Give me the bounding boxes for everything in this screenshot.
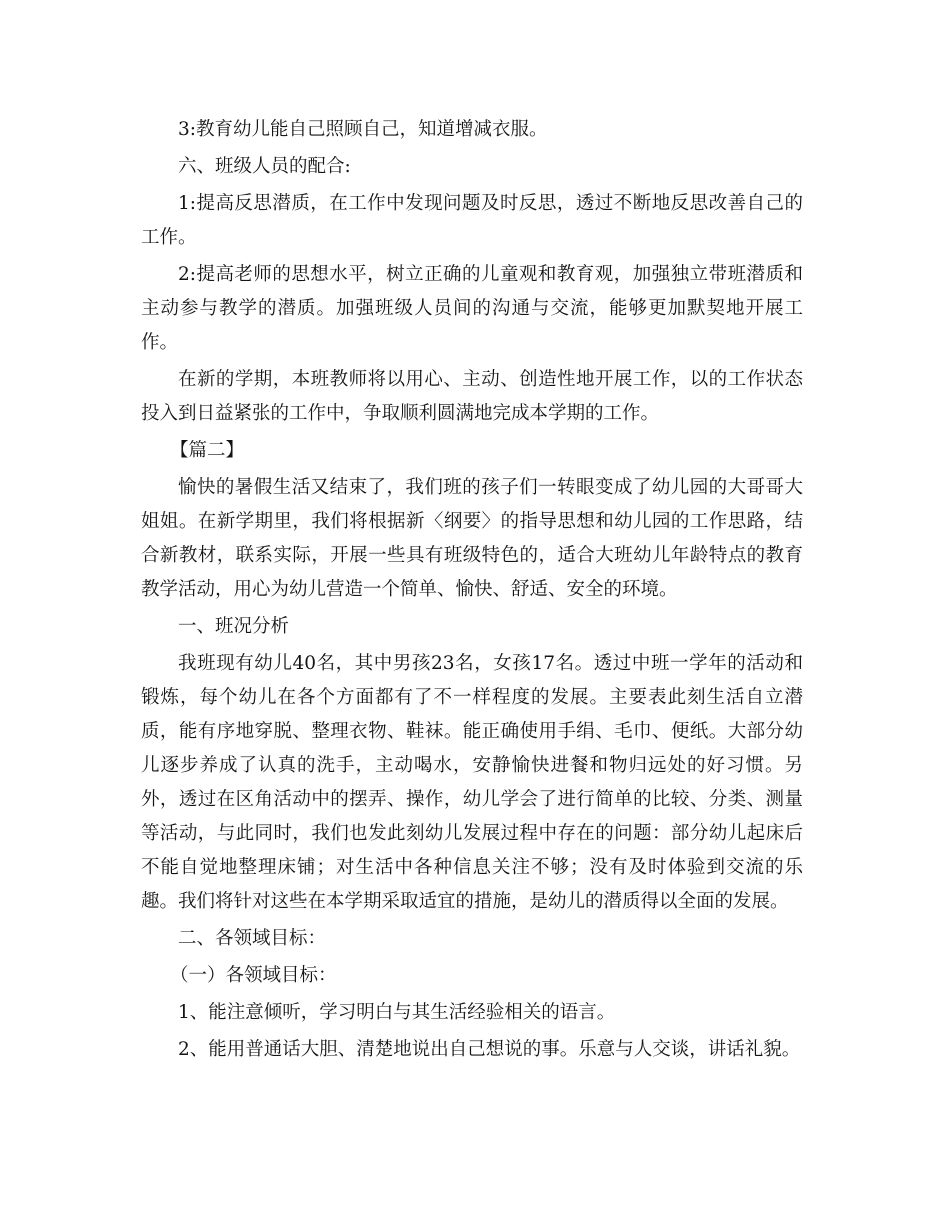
- section-heading-goals: 二、各领域目标：: [178, 928, 327, 949]
- section-heading-class-staff: 六、班级人员的配合:: [178, 156, 351, 177]
- paragraph-class-analysis: 我班现有幼儿40名，其中男孩23名，女孩17名。透过中班一学年的活动和锻炼，每个幼儿在各个方面都有了不一样程度的发展。主要表此刻生活自立潜质，能有序地穿脱、整理衣物、鞋袜。能正确使用手绢、毛巾、便纸。大部分幼儿逐步养成了认真的洗手，主动喝水，安静愉快进餐和物归远处的好习惯。另外，透过在区角活动中的摆弄、操作，幼儿学会了进行简单的比较、分类、测量等活动，与此同时，我们也发此刻幼儿发展过程中存在的问题：部分幼儿起床后不能自觉地整理床铺；对生活中各种信息关注不够；没有及时体验到交流的乐趣。我们将针对这些在本学期采取适宜的措施，是幼儿的潜质得以全面的发展。: [141, 653, 803, 912]
- document-body: [141, 113, 803, 1070]
- goal-item-2: 2、能用普通话大胆、清楚地说出自己想说的事。乐意与人交谈，讲话礼貌。: [178, 1039, 801, 1060]
- paragraph-intro: 愉快的暑假生活又结束了，我们班的孩子们一转眼变成了幼儿园的大哥哥大姐姐。在新学期里，我们将根据新〈纲要〉的指导思想和幼儿园的工作思路，结合新教材，联系实际，开展一些具有班级特色的，适合大班幼儿年龄特点的教育教学活动，用心为幼儿营造一个简单、愉快、舒适、安全的环境。: [141, 477, 803, 600]
- goal-item-1: 1、能注意倾听，学习明白与其生活经验相关的语言。: [178, 1002, 616, 1023]
- section-heading-class-analysis: 一、班况分析: [178, 616, 290, 637]
- part-two-heading: 【篇二】: [170, 440, 245, 461]
- subsection-heading-goals: （一）各领域目标：: [170, 965, 337, 986]
- paragraph-new-semester: 在新的学期，本班教师将以用心、主动、创造性地开展工作，以的工作状态投入到日益紧张的工作中，争取顺利圆满地完成本学期的工作。: [141, 369, 803, 424]
- paragraph-item-2-teacher: 2:提高老师的思想水平，树立正确的儿童观和教育观，加强独立带班潜质和主动参与教学的潜质。加强班级人员间的沟通与交流，能够更加默契地开展工作。: [141, 264, 803, 353]
- paragraph-item-3: 3:教育幼儿能自己照顾自己，知道增减衣服。: [178, 119, 548, 140]
- paragraph-item-1-reflection: 1:提高反思潜质，在工作中发现问题及时反思，透过不断地反思改善自己的工作。: [141, 193, 803, 248]
